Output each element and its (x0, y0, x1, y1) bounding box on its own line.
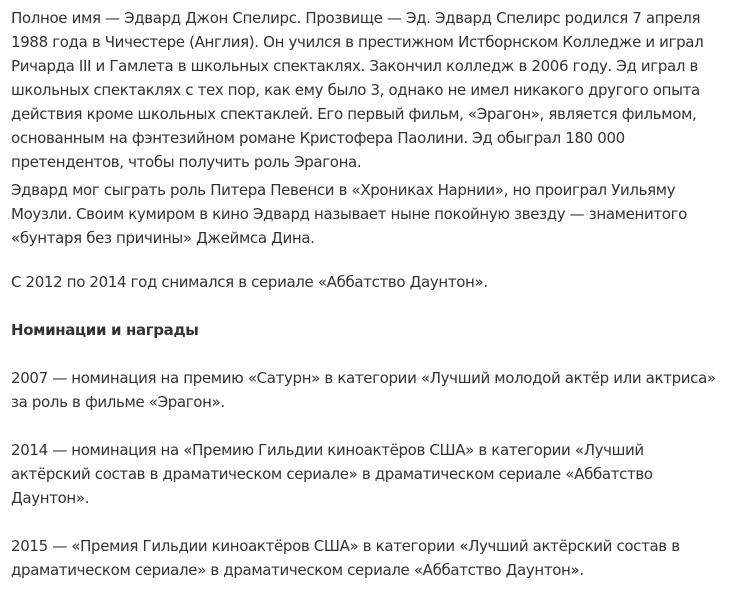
article-body (11, 6, 723, 606)
award-item-2015: 2015 — «Премия Гильдии киноактёров США» в категории «Лучший актёрский состав в драматическом сериале» в драматическом сериале «Аббатство Даунтон». (11, 537, 680, 579)
awards-heading: Номинации и награды (11, 321, 199, 339)
award-item-2007: 2007 — номинация на премию «Сатурн» в категории «Лучший молодой актёр или актриса» за роль в фильме «Эрагон». (11, 369, 716, 411)
narnia-paragraph: Эдвард мог сыграть роль Питера Певенси в «Хрониках Нарнии», но проиграл Уильяму Моузли. Своим кумиром в кино Эдвард называет ныне покойную звезду — знаменитого «бунтаря без причины» Джеймса Дина. (11, 181, 687, 247)
downton-paragraph: С 2012 по 2014 год снимался в сериале «Аббатство Даунтон». (11, 273, 488, 291)
award-item-2014: 2014 — номинация на «Премию Гильдии киноактёров США» в категории «Лучший актёрский состав в драматическом сериале» в драматическом сериале «Аббатство Даунтон». (11, 441, 653, 507)
biography-paragraph: Полное имя — Эдвард Джон Спелирс. Прозвище — Эд. Эдвард Спелирс родился 7 апреля 1988 года в Чичестере (Англия). Он учился в престижном Истборнском Колледже и играл Ричарда III и Гамлета в школьных спектаклях. Закончил колледж в 2006 году. Эд играл в школьных спектаклях с тех пор, как ему было 3, однако не имел никакого другого опыта действия кроме школьных спектаклей. Его первый фильм, «Эрагон», является фильмом, основанным на фэнтезийном романе Кристофера Паолини. Эд обыграл 180 000 претендентов, чтобы получить роль Эрагона. (11, 9, 704, 171)
